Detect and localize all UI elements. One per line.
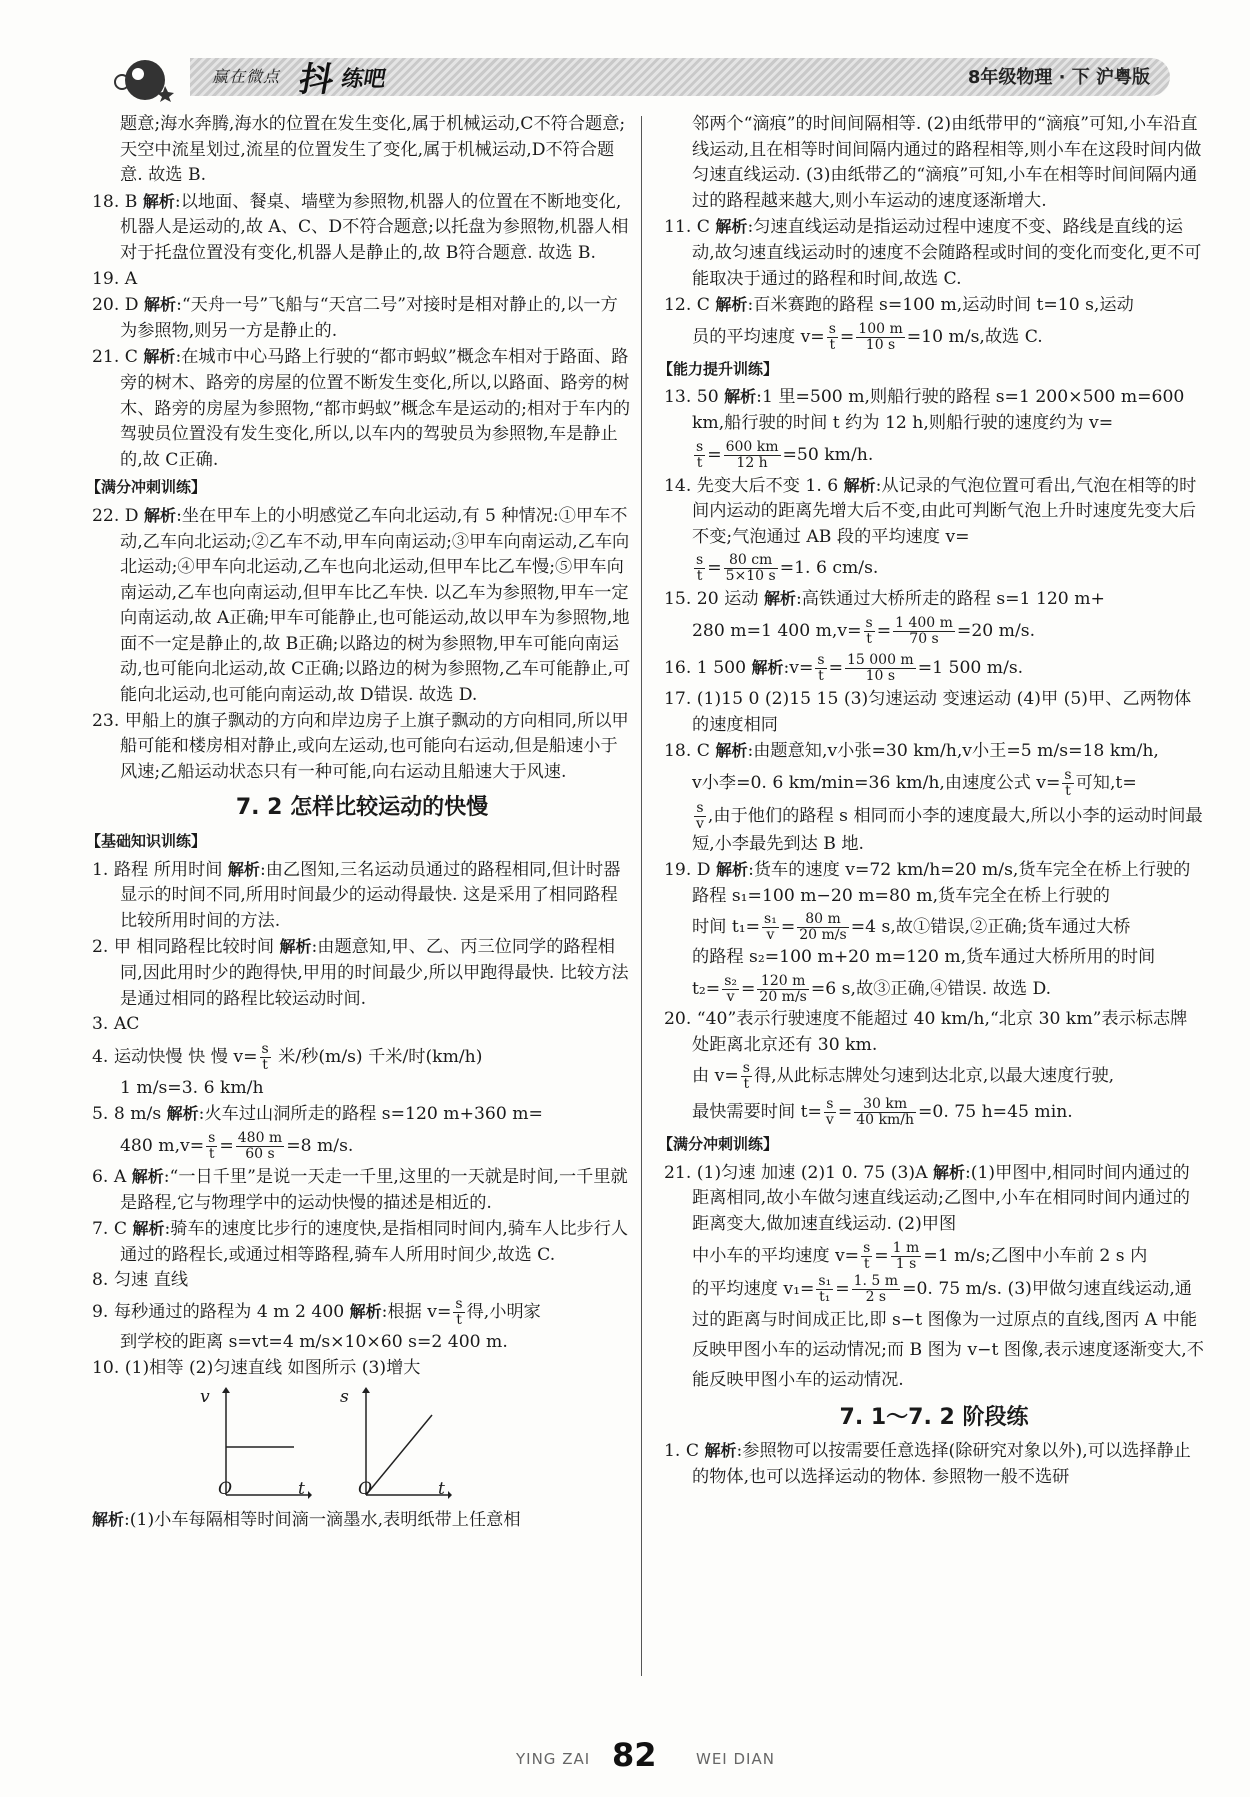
fraction-s-over-t: $\frac{s}{t}$ [261,1040,269,1073]
chapter-title-stage-practice: 7. 1～7. 2 阶段练 [839,1404,1029,1430]
answer-19-path2: 的路程 s₂=100 m+20 m=120 m,货车通过大桥所用的时间 [692,947,1156,968]
answer-14-formula: $\frac{s}{t}$ = $\frac{80 cm}{5\times 10 s}$ =1. 6 cm/s. [696,552,879,585]
answer-11: 11. C 解析:匀速直线运动是指运动过程中速度不变、路线是直线的运动,故匀速直线运动时的速度不会随路程或时间的变化而变化,更不可能取决于通过的路程和时间,故选 C. [664,217,1202,289]
s-t-xlabel: t [438,1479,445,1500]
section-heading-full-score: 【满分冲刺训练】 [86,478,207,497]
answer-20-time: 最快需要时间 t= $\frac{s}{v}$ = $\frac{30 km}{40 km/h}$ =0. 75 h=45 min. [692,1096,1073,1129]
answer-5: 5. 8 m/s 解析:火车过山洞所走的路程 s=120 m+360 m= [92,1104,543,1125]
v-t-origin: O [218,1479,233,1500]
answer-continuation: 题意;海水奔腾,海水的位置在发生变化,属于机械运动,C不符合题意;天空中流星划过,流星的位置发生了变化,属于机械运动,D不符合题意. 故选 B. [120,114,626,186]
answer-4-unit: 1 m/s=3. 6 km/h [120,1077,264,1098]
answer-19: 19. A [92,268,138,289]
answer-10: 10. (1)相等 (2)匀速直线 如图所示 (3)增大 [92,1357,421,1378]
answer-10-analysis: 解析:(1)小车每隔相等时间滴一滴墨水,表明纸带上任意相 [92,1510,521,1531]
s-t-origin: O [358,1479,373,1500]
answer-21: 21. C 解析:在城市中心马路上行驶的“都市蚂蚁”概念车相对于路面、路旁的树木、路旁的房屋的位置不断发生变化,所以,以路面、路旁的树木、路旁的房屋为参照物,“都市蚂蚁”概念车是运动的;相对于车内的驾驶员位置没有发生变化,所以,以车内的驾驶员为参照物,车是静止的,故 C正确. [92,347,631,470]
header-slogan: 赢在微点 [212,67,281,86]
header-grade-info: 8年级物理 · 下 沪粤版 [967,67,1150,88]
answer-2: 2. 甲 相同路程比较时间 解析:由题意知,甲、乙、丙三位同学的路程相同,因此用时少的跑得快,甲用的时间最少,所以甲跑得最快. 比较方法是通过相同的路程比较运动时间. [92,937,629,1009]
answer-20: 20. “40”表示行驶速度不能超过 40 km/h,“北京 30 km”表示标志牌处距离北京还有 30 km. [664,1009,1188,1055]
left-column [86,112,632,1534]
page-header [80,50,1190,106]
right-column [658,112,1204,1490]
answer-13-formula: $\frac{s}{t}$ = $\frac{600 km}{12 h}$ =50 km/h. [696,438,874,471]
answer-20: 20. D 解析:“天舟一号”飞船与“天宫二号”对接时是相对静止的,以一方为参照物,则另一方是静止的. [92,295,618,341]
s-t-ylabel: s [340,1387,349,1408]
chapter-title-7-2: 7. 2 怎样比较运动的快慢 [235,795,489,821]
answer-10-graphs [92,1385,632,1501]
answer-21: 21. (1)匀速 加速 (2)1 0. 75 (3)A 解析:(1)甲图中,相同时间内通过的距离相同,故小车做匀速直线运动;乙图中,小车在相同时间内通过的距离变大,做加速直线运动. (2)甲图 [664,1162,1190,1235]
answer-23: 23. 甲船上的旗子飘动的方向和岸边房子上旗子飘动的方向相同,所以甲船可能和楼房相对静止,或向左运动,也可能向右运动,但是船速小于风速;乙船运动状态只有一种可能,向右运动且船速大于风速. [92,710,629,782]
answer-1: 1. 路程 所用时间 解析:由乙图知,三名运动员通过的路程相同,但计时器显示的时间不同,所用时间最少的运动得最快. 这是采用了相同路程比较所用时间的方法. [92,859,621,931]
answer-4: 4. 运动快慢 快 慢 v= $\frac{s}{t}$ 米/秒(m/s) 千米/时(km/h) [92,1040,483,1073]
answer-21-speed: 中小车的平均速度 v= $\frac{s}{t}$ = $\frac{1 m}{1 s}$ =1 m/s;乙图中小车前 2 s 内 [692,1239,1148,1272]
header-brand: 抖 [295,60,337,100]
header-brand-tail: 练吧 [339,66,389,92]
answer-18-conclusion: $\frac{s}{v}$ ,由于他们的路程 s 相同而小李的速度最大,所以小李的运动时间最短,小李最先到达 B 地. [692,799,1203,854]
answer-19-time1: 时间 t₁= $\frac{\text{s₁}}{v}$ = $\frac{80 m}{20 m/s}$ =4 s,故①错误,②正确;货车通过大桥 [692,911,1131,944]
answer-13: 13. 50 解析:1 里=500 m,则船行驶的路程 s=1 200×500 m=600 km,船行驶的时间 t 约为 12 h,则船行驶的速度约为 v= [664,387,1185,433]
answer-15: 15. 20 运动 解析:高铁通过大桥所走的路程 s=1 120 m+ [664,589,1105,610]
answer-19: 19. D 解析:货车的速度 v=72 km/h=20 m/s,货车完全在桥上行驶的路程 s₁=100 m−20 m=80 m,货车完全在桥上行驶的 [664,860,1191,906]
answer-9-distance: 到学校的距离 s=vt=4 m/s×10×60 s=2 400 m. [120,1331,508,1352]
answer-12: 12. C 解析:百米赛跑的路程 s=100 m,运动时间 t=10 s,运动 [664,295,1134,316]
answer-7: 7. C 解析:骑车的速度比步行的速度快,是指相同时间内,骑车人比步行人通过的路程长,或通过相等路程,骑车人所用时间少,故选 C. [92,1219,629,1265]
fraction-480-over-60: $\frac{480 m}{60 s}$ [237,1129,283,1162]
answer-9: 9. 每秒通过的路程为 4 m 2 400 解析:根据 v= $\frac{s}{t}$ 得,小明家 [92,1295,541,1328]
answer-18-formula: v小李=0. 6 km/min=36 km/h,由速度公式 v= $\frac{s}{t}$ 可知,t= [692,766,1137,799]
answer-15-formula: 280 m=1 400 m,v= $\frac{s}{t}$ = $\frac{1 400 m}{70 s}$ =20 m/s. [692,614,1036,647]
answer-3: 3. AC [92,1014,140,1035]
answer-18: 18. B 解析:以地面、餐桌、墙壁为参照物,机器人的位置在不断地变化,机器人是运动的,故 A、C、D不符合题意;以托盘为参照物,机器人相对于托盘位置没有变化,机器人是静止的,故 B符合题意. 故选 B. [92,191,629,263]
stage-answer-1: 1. C 解析:参照物可以按需要任意选择(除研究对象以外),可以选择静止的物体,也可以选择运动的物体. 参照物一般不选研 [664,1441,1191,1487]
answer-19-time2: t₂= $\frac{\text{s₂}}{v}$ = $\frac{120 m}{20 m/s}$ =6 s,故③正确,④错误. 故选 D. [692,973,1052,1006]
fraction-s-over-t: $\frac{s}{t}$ [208,1129,216,1162]
answer-5-formula: 480 m,v= $\frac{s}{t}$ = $\frac{480 m}{60 s}$ =8 m/s. [120,1129,354,1162]
answer-12-formula: 员的平均速度 v= $\frac{s}{t}$ = $\frac{100 m}{10 s}$ =10 m/s,故选 C. [692,320,1043,353]
footer-left-text: YING ZAI [516,1750,591,1768]
answer-16: 16. 1 500 解析:v= $\frac{s}{t}$ = $\frac{15 000 m}{10 s}$ =1 500 m/s. [664,651,1024,684]
answer-10-continuation: 邻两个“滴痕”的时间间隔相等. (2)由纸带甲的“滴痕”可知,小车沿直线运动,且在相等时间间隔内通过的路程相等,则小车在这段时间内做匀速直线运动. (3)由纸带乙的“滴痕”可知,小车在相等时间间隔内通过的路程越来越大,则小车运动的速度逐渐增大. [692,114,1202,211]
v-t-ylabel: v [200,1387,210,1408]
section-heading-ability: 【能力提升训练】 [658,359,779,378]
footer-right-text: WEI DIAN [696,1750,775,1768]
answer-21-speed2: 的平均速度 v₁= $\frac{\text{s₁}}{\text{t₁}}$ = $\frac{1. 5 m}{2 s}$ =0. 75 m/s. (3)甲做匀速直线运动,通过的距离与时间成正比,即 s−t 图像为一过原点的直线,图丙 A 中能反映甲图小车的运动情况;而 B 图为 v−t 图像,表示速度逐渐变大,不能反映甲图小车的运动情况. [692,1272,1204,1390]
answer-14: 14. 先变大后不变 1. 6 解析:从记录的气泡位置可看出,气泡在相等的时间内运动的距离先增大后不变,由此可判断气泡上升时速度先变大后不变;气泡通过 AB 段的平均速度 v= [664,475,1197,547]
logo-icon [110,52,180,102]
column-divider [641,116,642,1676]
answer-20-formula: 由 v= $\frac{s}{t}$ 得,从此标志牌处匀速到达北京,以最大速度行驶, [692,1060,1115,1093]
page-number: 82 [612,1736,657,1774]
answer-17: 17. (1)15 0 (2)15 15 (3)匀速运动 变速运动 (4)甲 (5)甲、乙两物体的速度相同 [664,688,1192,735]
answer-18: 18. C 解析:由题意知,v小张=30 km/h,v小王=5 m/s=18 km/h, [664,741,1159,762]
answer-22: 22. D 解析:坐在甲车上的小明感觉乙车向北运动,有 5 种情况:①甲车不动,乙车向北运动;②乙车不动,甲车向南运动;③甲车向南运动,乙车向北运动;④甲车向北运动,乙车也向北运动,但甲车比乙车慢;⑤甲车向南运动,乙车也向南运动,但甲车比乙车快. 以乙车为参照物,甲车一定向南运动,故 A正确;甲车可能静止,也可能运动,故以甲车为参照物,地面不一定是静止的,故 B正确;以路边的树为参照物,甲车可能向南运动,也可能向北运动,故 C正确;以路边的树为参照物,乙车可能静止,可能向北运动,也可能向南运动,故 D错误. 故选 D. [92,505,631,706]
section-heading-full-score-2: 【满分冲刺训练】 [658,1135,779,1154]
answer-8: 8. 匀速 直线 [92,1270,189,1291]
v-t-xlabel: t [298,1479,305,1500]
fraction-s-over-t: $\frac{s}{t}$ [455,1295,463,1328]
section-heading-basic: 【基础知识训练】 [86,832,207,851]
answer-6: 6. A 解析:“一日千里”是说一天走一千里,这里的一天就是时间,一千里就是路程,它与物理学中的运动快慢的描述是相近的. [92,1166,628,1213]
page-footer [0,1738,1250,1778]
